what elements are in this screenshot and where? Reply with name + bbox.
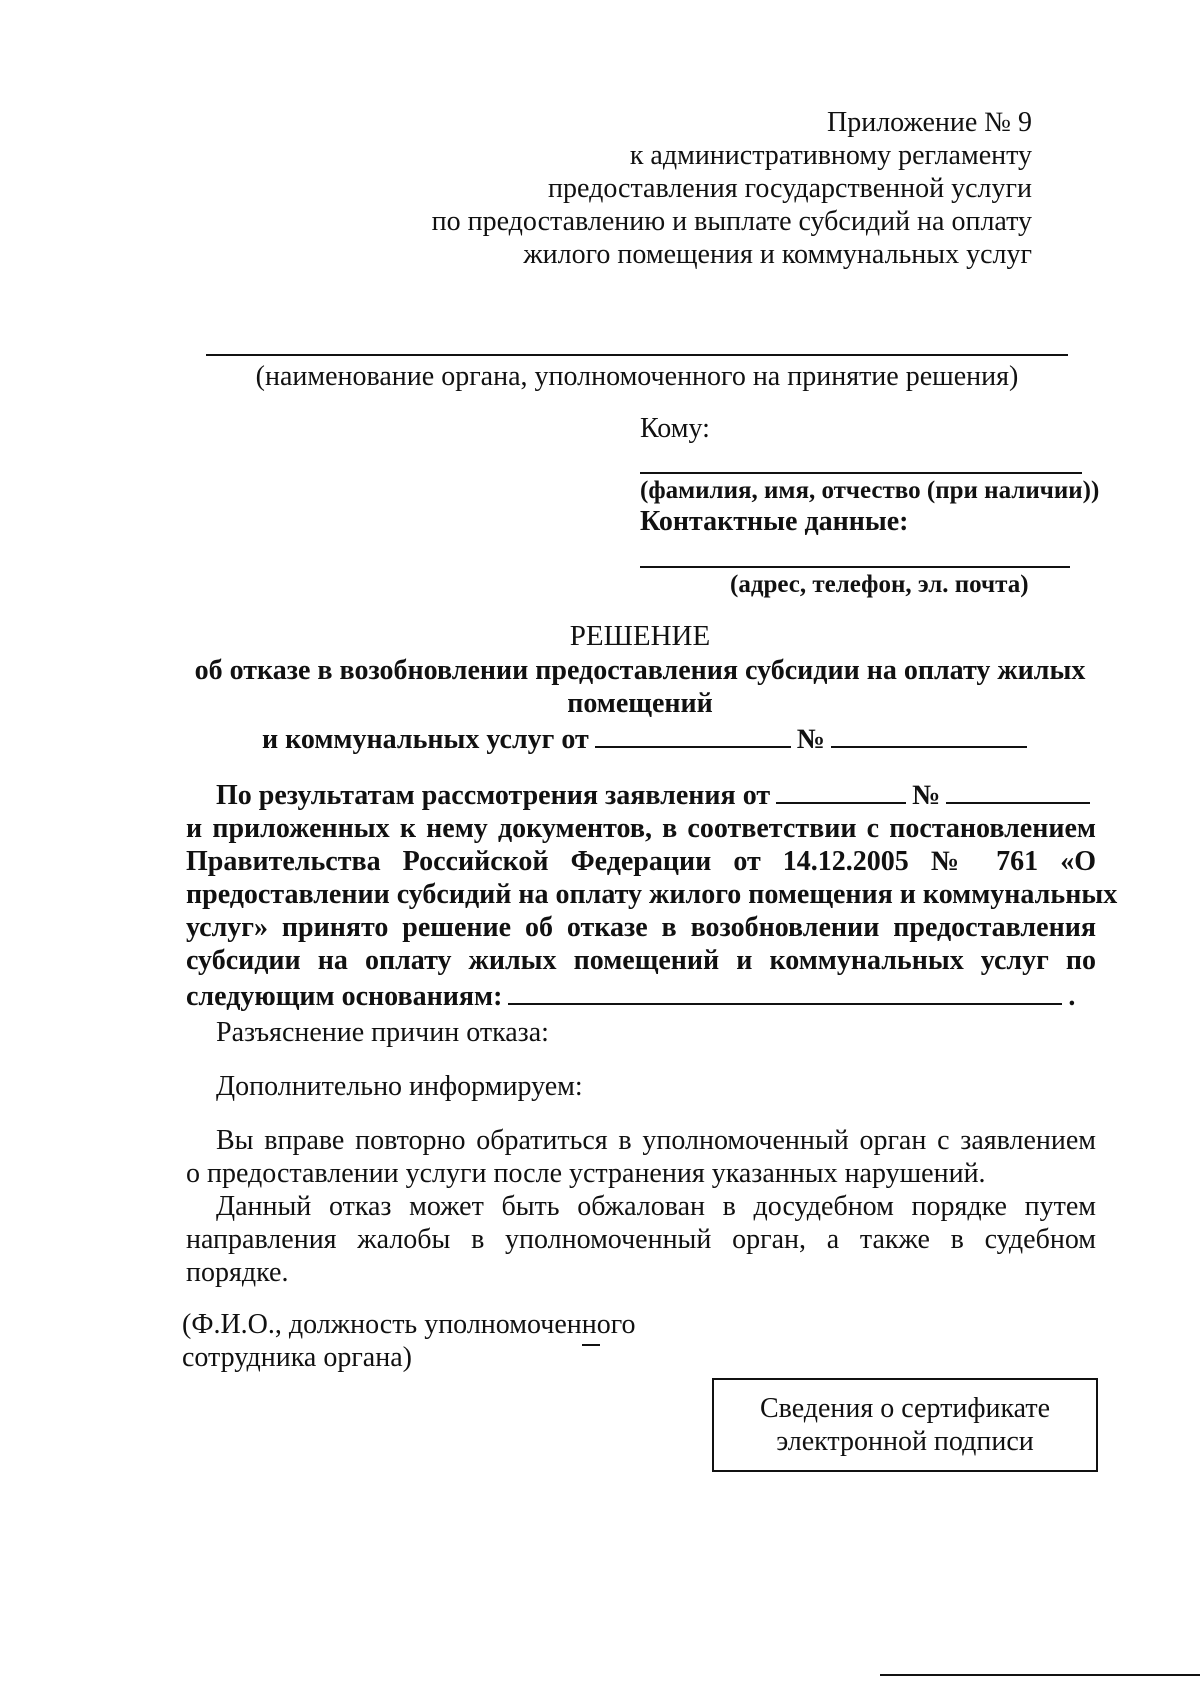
certificate-line-2: электронной подписи: [776, 1426, 1034, 1457]
decision-subtitle-line-3: [262, 720, 1033, 756]
authority-caption: (наименование органа, уполномоченного на принятие решения): [255, 361, 1019, 392]
to-label: Кому:: [640, 413, 710, 444]
authority-name-line: [206, 354, 1068, 356]
contacts-line: [640, 566, 1070, 568]
appendix-line-3: предоставления государственной услуги: [548, 173, 1032, 204]
application-date-blank: [776, 776, 906, 804]
number-sign: №: [796, 724, 825, 755]
decision-number-blank: [831, 720, 1027, 748]
paragraph-appeal-line-2: направления жалобы в уполномоченный орган, а также в судебном: [186, 1224, 1096, 1255]
grounds-end: .: [1068, 981, 1076, 1012]
paragraph-main-line-3: Правительства Российской Федерации от 14.12.2005 № 761 «О: [186, 846, 1096, 877]
grounds-prefix: следующим основаниям:: [186, 981, 503, 1012]
decision-heading: РЕШЕНИЕ: [569, 620, 711, 652]
grounds-blank: [508, 977, 1062, 1005]
subtitle-prefix: и коммунальных услуг от: [262, 724, 589, 755]
appendix-line-5: жилого помещения и коммунальных услуг: [523, 239, 1032, 270]
signature-line-2: сотрудника органа): [182, 1342, 412, 1373]
additional-label: Дополнительно информируем:: [216, 1071, 583, 1102]
paragraph-appeal: [186, 1190, 1096, 1289]
paragraph-appeal-line-1: Данный отказ может быть обжалован в досудебном порядке путем: [216, 1191, 1096, 1222]
fio-caption: (фамилия, имя, отчество (при наличии)): [640, 477, 1100, 504]
decision-subtitle-line-1: об отказе в возобновлении предоставления субсидии на оплату жилых: [194, 655, 1086, 686]
reasons-label: Разъяснение причин отказа:: [216, 1017, 549, 1048]
paragraph-reapply: [186, 1124, 1096, 1190]
signature-dash: [582, 1344, 600, 1346]
paragraph-main-line-5: услуг» принято решение об отказе в возобновлении предоставления: [186, 912, 1096, 943]
paragraph-main-line-1: [186, 776, 1096, 812]
application-date-prefix: По результатам рассмотрения заявления от: [216, 780, 771, 811]
certificate-box: [712, 1378, 1098, 1472]
appendix-line-4: по предоставлению и выплате субсидий на оплату: [431, 206, 1032, 237]
contacts-label: Контактные данные:: [640, 506, 909, 537]
recipient-name-line: [640, 472, 1082, 474]
signature-block: [182, 1308, 636, 1374]
application-number-blank: [946, 776, 1090, 804]
paragraph-appeal-line-3: порядке.: [186, 1257, 289, 1288]
appendix-line-1: Приложение № 9: [827, 107, 1032, 138]
decision-subtitle-line-2: помещений: [567, 688, 713, 719]
certificate-line-1: Сведения о сертификате: [759, 1393, 1051, 1424]
paragraph-reapply-line-2: о предоставлении услуги после устранения указанных нарушений.: [186, 1158, 986, 1189]
decision-date-blank: [595, 720, 791, 748]
footer-line: [880, 1674, 1200, 1676]
application-number-sign: №: [912, 780, 941, 811]
paragraph-main: [186, 776, 1118, 1013]
paragraph-main-line-6: субсидии на оплату жилых помещений и коммунальных услуг по: [186, 945, 1096, 976]
paragraph-main-line-7: [186, 977, 1096, 1013]
paragraph-main-line-2: и приложенных к нему документов, в соответствии с постановлением: [186, 813, 1096, 844]
signature-line-1: (Ф.И.О., должность уполномоченного: [182, 1309, 636, 1340]
appendix-header: [432, 106, 1032, 271]
paragraph-reapply-line-1: Вы вправе повторно обратиться в уполномоченный орган с заявлением: [216, 1125, 1096, 1156]
paragraph-main-line-4: предоставлении субсидий на оплату жилого помещения и коммунальных: [186, 879, 1118, 910]
appendix-line-2: к административному регламенту: [629, 140, 1032, 171]
contacts-caption: (адрес, телефон, эл. почта): [730, 571, 1029, 598]
